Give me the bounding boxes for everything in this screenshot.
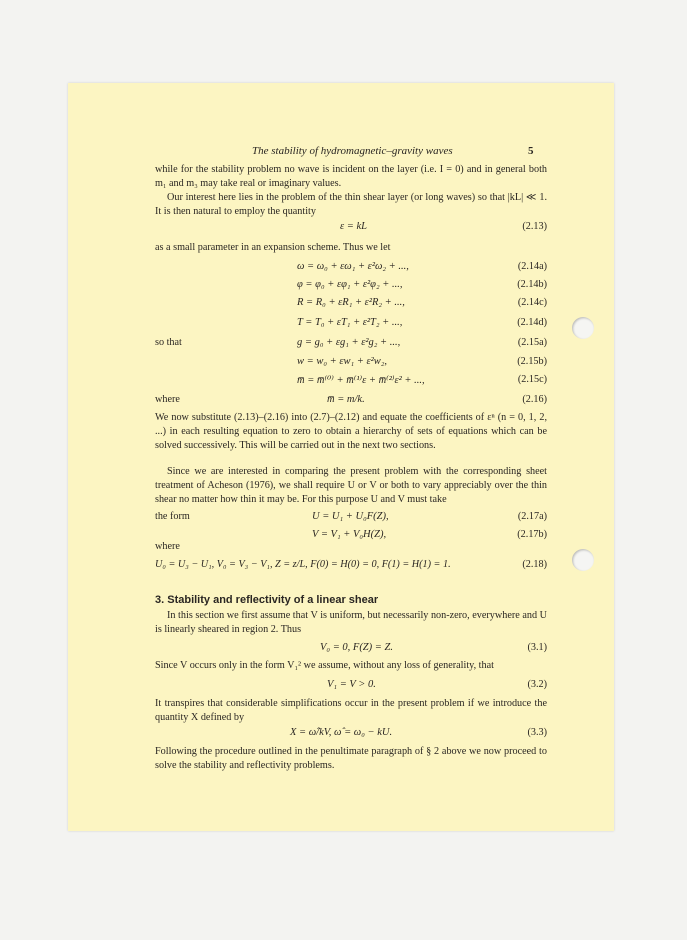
equation-number-3-3: (3.3) [527, 727, 547, 738]
paragraph-7: Since V occurs only in the form V₁² we assume, without any loss of generality, that [155, 660, 494, 671]
equation-2-14b: φ = φ₀ + εφ₁ + ε²φ₂ + ..., [297, 279, 403, 290]
equation-2-14d: T = T₀ + εT₁ + ε²T₂ + ..., [297, 317, 403, 328]
equation-number-2-15c: (2.15c) [517, 374, 547, 385]
equation-2-14a: ω = ω₀ + εω₁ + ε²ω₂ + ..., [297, 261, 409, 272]
equation-number-3-2: (3.2) [527, 679, 547, 690]
equation-number-2-14a: (2.14a) [517, 261, 547, 272]
equation-number-2-14b: (2.14b) [517, 279, 547, 290]
equation-number-2-15b: (2.15b) [517, 356, 547, 367]
paragraph-1: while for the stability problem no wave is incident on the layer (i.e. I = 0) and in general both m₁ and m₃ may take real or imaginary values. [155, 164, 547, 189]
label-where-1: where [155, 394, 180, 405]
equation-2-15c: m̅ = m̅⁽⁰⁾ + m̅⁽¹⁾ε + m̅⁽²⁾ε² + ..., [297, 375, 425, 386]
section-heading: 3. Stability and reflectivity of a linear shear [155, 594, 379, 606]
equation-2-16: m̅ = m/k. [327, 394, 365, 405]
equation-3-1: V₀ = 0, F(Z) = Z. [320, 642, 393, 653]
label-where-2: where [155, 541, 180, 552]
equation-number-2-14d: (2.14d) [517, 317, 547, 328]
paragraph-9: Following the procedure outlined in the penultimate paragraph of § 2 above we now proceed to solve the stability and reflectivity problems. [155, 746, 547, 771]
equation-2-17b: V = V₁ + V₀H(Z), [312, 529, 387, 540]
punch-hole-top [572, 317, 594, 339]
paragraph-2: Our interest here lies in the problem of the thin shear layer (or long waves) so that |kL| ≪ 1. It is then natural to employ the quantity [155, 192, 547, 217]
paragraph-8: It transpires that considerable simplifications occur in the present problem if we introduce the quantity X defined by [155, 698, 547, 723]
equation-number-2-18: (2.18) [522, 559, 547, 570]
equation-number-2-13: (2.13) [522, 221, 547, 232]
equation-2-14c: R = R₀ + εR₁ + ε²R₂ + ..., [297, 297, 405, 308]
paragraph-4: We now substitute (2.13)–(2.16) into (2.7)–(2.12) and equate the coefficients of εⁿ (n = 0, 1, 2, ...) in each resulting equation to zero to obtain a hierarchy of sets of equations which can be solved successively. This will be carried out in the next two sections. [155, 412, 547, 451]
page-number: 5 [528, 145, 534, 157]
equation-number-2-15a: (2.15a) [517, 337, 547, 348]
equation-number-3-1: (3.1) [527, 642, 547, 653]
punch-hole-bottom [572, 549, 594, 571]
label-the-form: the form [155, 511, 190, 522]
equation-3-3: X = ω̂/kV, ω̂ = ω₀ − kU. [290, 727, 393, 738]
equation-number-2-14c: (2.14c) [517, 297, 547, 308]
equation-number-2-17a: (2.17a) [517, 511, 547, 522]
equation-number-2-16: (2.16) [522, 394, 547, 405]
equation-2-13: ε = kL [340, 221, 367, 232]
running-title: The stability of hydromagnetic–gravity waves [252, 145, 453, 157]
equation-3-2: V₁ = V > 0. [327, 679, 376, 690]
label-so-that: so that [155, 337, 182, 348]
equation-number-2-17b: (2.17b) [517, 529, 547, 540]
paragraph-5: Since we are interested in comparing the present problem with the corresponding sheet treatment of Acheson (1976), we shall require U or V or both to vary appreciably over the thin shear no matter how thin it may be. For this purpose U and V must take [155, 466, 547, 505]
paragraph-3: as a small parameter in an expansion scheme. Thus we let [155, 242, 391, 253]
equation-2-15a: g = g₀ + εg₁ + ε²g₂ + ..., [297, 337, 401, 348]
equation-2-17a: U = U₁ + U₀F(Z), [312, 511, 389, 522]
equation-2-15b: w = w₀ + εw₁ + ε²w₂, [297, 356, 388, 367]
equation-2-18: U₀ = U₃ − U₁, V₀ = V₃ − V₁, Z = z/L, F(0) = H(0) = 0, F(1) = H(1) = 1. [155, 559, 451, 570]
paragraph-6: In this section we first assume that V is uniform, but necessarily non-zero, everywhere and U is linearly sheared in region 2. Thus [155, 610, 547, 635]
